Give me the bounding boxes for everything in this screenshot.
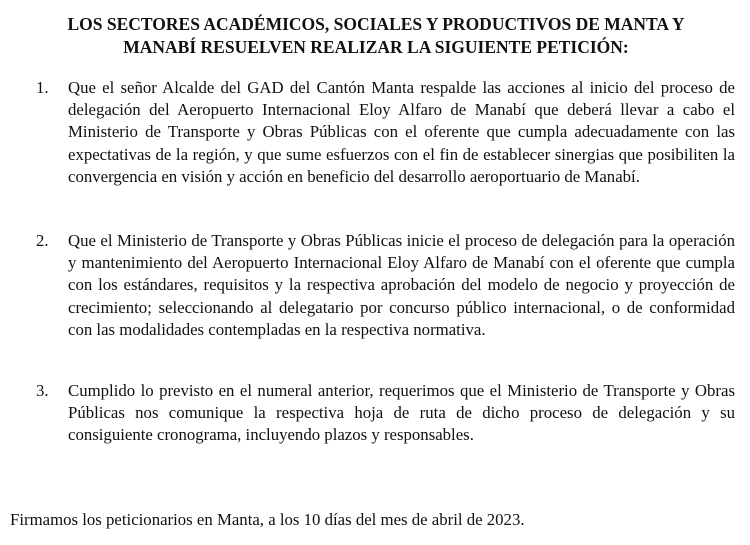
petition-item-1 <box>36 77 735 188</box>
document-heading <box>20 13 732 59</box>
heading-line-1: LOS SECTORES ACADÉMICOS, SOCIALES Y PRODUCTIVOS DE MANTA Y <box>67 14 685 34</box>
item-number: 3. <box>36 381 49 400</box>
heading-line-2: MANABÍ RESUELVEN REALIZAR LA SIGUIENTE PETICIÓN: <box>123 37 629 57</box>
item-text: Que el señor Alcalde del GAD del Cantón Manta respalde las acciones al inicio del proceso de delegación del Aeropuerto Internacional Eloy Alfaro de Manabí que deberá llevar a cabo el Ministerio de Transporte y Obras Públicas con el oferente que cumpla adecuadamente con las expectativas de la región, y que sume esfuerzos con el fin de establecer sinergias que posibiliten la convergencia en visión y acción en beneficio del desarrollo aeroportuario de Manabí. <box>68 78 735 186</box>
signature-statement: Firmamos los peticionarios en Manta, a los 10 días del mes de abril de 2023. <box>10 510 525 529</box>
petition-item-3 <box>36 380 735 447</box>
item-text: Que el Ministerio de Transporte y Obras Públicas inicie el proceso de delegación para la operación y mantenimiento del Aeropuerto Internacional Eloy Alfaro de Manabí con el oferente que cumpla con los estándares, requisitos y la respectiva aprobación del modelo de negocio y proyección de crecimiento; seleccionando al delegatario por concurso público internacional, o de conformidad con las modalidades contempladas en la respectiva normativa. <box>68 231 735 339</box>
item-text: Cumplido lo previsto en el numeral anterior, requerimos que el Ministerio de Transporte y Obras Públicas nos comunique la respectiva hoja de ruta de dicho proceso de delegación y su consiguiente cronograma, incluyendo plazos y responsables. <box>68 381 735 445</box>
item-number: 2. <box>36 231 49 250</box>
petition-item-2 <box>36 230 735 341</box>
item-number: 1. <box>36 78 49 97</box>
